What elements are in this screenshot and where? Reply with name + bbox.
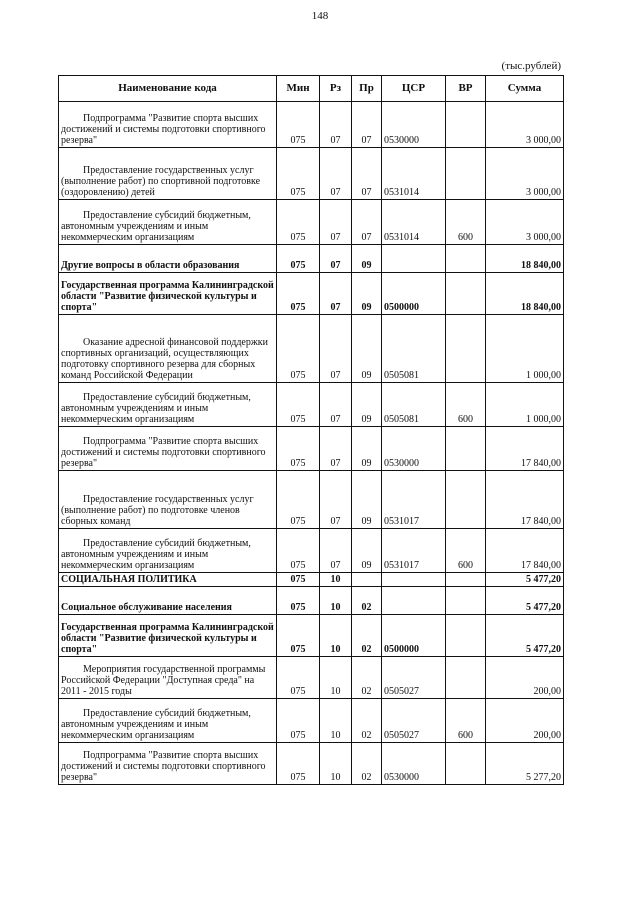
cell-min: 075	[277, 200, 320, 245]
col-header-pr: Пр	[352, 76, 382, 102]
cell-csr: 0500000	[382, 615, 446, 657]
cell-name: Оказание адресной финансовой поддержки спортивных организаций, осуществляющих подготовку спортивного резерва для сборных команд Российской Федерации	[59, 315, 277, 383]
cell-min: 075	[277, 743, 320, 785]
cell-pr: 07	[352, 102, 382, 148]
cell-sum: 5 277,20	[486, 743, 564, 785]
cell-name: Подпрограмма "Развитие спорта высших достижений и системы подготовки спортивного резерва"	[59, 102, 277, 148]
cell-pr: 09	[352, 273, 382, 315]
cell-pr: 02	[352, 587, 382, 615]
cell-min: 075	[277, 657, 320, 699]
table-row	[59, 245, 564, 273]
table-row	[59, 200, 564, 245]
table-row	[59, 699, 564, 743]
cell-vr	[446, 657, 486, 699]
cell-name: СОЦИАЛЬНАЯ ПОЛИТИКА	[59, 573, 277, 587]
cell-vr: 600	[446, 699, 486, 743]
cell-vr	[446, 427, 486, 471]
table-row	[59, 529, 564, 573]
cell-vr	[446, 102, 486, 148]
cell-pr: 09	[352, 427, 382, 471]
table-row	[59, 615, 564, 657]
cell-sum: 17 840,00	[486, 427, 564, 471]
cell-csr: 0530000	[382, 743, 446, 785]
units-label: (тыс.рублей)	[501, 60, 561, 72]
cell-rz: 10	[320, 573, 352, 587]
cell-sum: 18 840,00	[486, 273, 564, 315]
cell-csr	[382, 587, 446, 615]
cell-csr: 0505027	[382, 699, 446, 743]
cell-min: 075	[277, 102, 320, 148]
cell-vr	[446, 587, 486, 615]
cell-rz: 07	[320, 383, 352, 427]
cell-name: Предоставление субсидий бюджетным, автономным учреждениям и иным некоммерческим организациям	[59, 200, 277, 245]
cell-rz: 10	[320, 699, 352, 743]
cell-rz: 10	[320, 657, 352, 699]
cell-sum: 17 840,00	[486, 529, 564, 573]
cell-vr	[446, 245, 486, 273]
cell-name: Предоставление государственных услуг (выполнение работ) по спортивной подготовке (оздоровлению) детей	[59, 148, 277, 200]
cell-min: 075	[277, 471, 320, 529]
table-row	[59, 657, 564, 699]
table-row	[59, 273, 564, 315]
table-row	[59, 587, 564, 615]
table-row	[59, 427, 564, 471]
cell-sum: 17 840,00	[486, 471, 564, 529]
cell-pr: 02	[352, 657, 382, 699]
col-header-rz: Рз	[320, 76, 352, 102]
cell-csr: 0500000	[382, 273, 446, 315]
cell-vr	[446, 573, 486, 587]
table-row	[59, 315, 564, 383]
cell-pr: 07	[352, 148, 382, 200]
cell-vr	[446, 315, 486, 383]
cell-rz: 10	[320, 615, 352, 657]
cell-min: 075	[277, 273, 320, 315]
cell-min: 075	[277, 148, 320, 200]
col-header-name: Наименование кода	[59, 76, 277, 102]
cell-vr	[446, 273, 486, 315]
table-row	[59, 573, 564, 587]
cell-sum: 3 000,00	[486, 200, 564, 245]
cell-pr: 02	[352, 699, 382, 743]
header-row	[59, 76, 564, 102]
cell-sum: 1 000,00	[486, 383, 564, 427]
cell-vr: 600	[446, 200, 486, 245]
cell-vr	[446, 471, 486, 529]
cell-name: Социальное обслуживание населения	[59, 587, 277, 615]
col-header-csr: ЦСР	[382, 76, 446, 102]
cell-rz: 07	[320, 102, 352, 148]
cell-min: 075	[277, 245, 320, 273]
cell-rz: 07	[320, 273, 352, 315]
cell-pr: 09	[352, 471, 382, 529]
cell-vr	[446, 743, 486, 785]
cell-name: Предоставление субсидий бюджетным, автономным учреждениям и иным некоммерческим организациям	[59, 383, 277, 427]
cell-csr: 0505027	[382, 657, 446, 699]
cell-min: 075	[277, 529, 320, 573]
cell-pr: 02	[352, 615, 382, 657]
cell-vr	[446, 148, 486, 200]
cell-min: 075	[277, 573, 320, 587]
cell-sum: 3 000,00	[486, 102, 564, 148]
cell-name: Другие вопросы в области образования	[59, 245, 277, 273]
cell-csr: 0505081	[382, 383, 446, 427]
cell-pr: 07	[352, 200, 382, 245]
cell-min: 075	[277, 699, 320, 743]
cell-pr: 09	[352, 529, 382, 573]
cell-pr: 02	[352, 743, 382, 785]
cell-vr: 600	[446, 529, 486, 573]
cell-name: Государственная программа Калининградской области "Развитие физической культуры и спорта"	[59, 273, 277, 315]
cell-sum: 18 840,00	[486, 245, 564, 273]
cell-rz: 07	[320, 315, 352, 383]
cell-rz: 07	[320, 148, 352, 200]
cell-sum: 200,00	[486, 657, 564, 699]
table-row	[59, 383, 564, 427]
cell-name: Подпрограмма "Развитие спорта высших достижений и системы подготовки спортивного резерва"	[59, 743, 277, 785]
cell-min: 075	[277, 587, 320, 615]
cell-vr: 600	[446, 383, 486, 427]
cell-csr: 0530000	[382, 102, 446, 148]
cell-csr	[382, 573, 446, 587]
budget-table	[58, 75, 564, 785]
cell-sum: 1 000,00	[486, 315, 564, 383]
cell-sum: 5 477,20	[486, 573, 564, 587]
cell-min: 075	[277, 383, 320, 427]
cell-rz: 07	[320, 200, 352, 245]
cell-min: 075	[277, 427, 320, 471]
cell-name: Мероприятия государственной программы Российской Федерации "Доступная среда" на 2011 - 2015 годы	[59, 657, 277, 699]
cell-pr: 09	[352, 383, 382, 427]
cell-pr: 09	[352, 315, 382, 383]
cell-rz: 07	[320, 529, 352, 573]
cell-min: 075	[277, 615, 320, 657]
cell-name: Предоставление государственных услуг (выполнение работ) по подготовке членов сборных команд	[59, 471, 277, 529]
cell-vr	[446, 615, 486, 657]
cell-csr: 0531017	[382, 529, 446, 573]
cell-min: 075	[277, 315, 320, 383]
page-number: 148	[311, 10, 329, 22]
table-row	[59, 148, 564, 200]
cell-rz: 10	[320, 743, 352, 785]
table-row	[59, 102, 564, 148]
cell-sum: 5 477,20	[486, 587, 564, 615]
cell-csr: 0531017	[382, 471, 446, 529]
cell-name: Государственная программа Калининградской области "Развитие физической культуры и спорта"	[59, 615, 277, 657]
cell-rz: 07	[320, 245, 352, 273]
col-header-vr: ВР	[446, 76, 486, 102]
cell-rz: 07	[320, 427, 352, 471]
cell-rz: 07	[320, 471, 352, 529]
table-row	[59, 471, 564, 529]
cell-csr: 0505081	[382, 315, 446, 383]
cell-name: Подпрограмма "Развитие спорта высших достижений и системы подготовки спортивного резерва"	[59, 427, 277, 471]
cell-pr: 09	[352, 245, 382, 273]
table-row	[59, 743, 564, 785]
cell-name: Предоставление субсидий бюджетным, автономным учреждениям и иным некоммерческим организациям	[59, 529, 277, 573]
cell-pr	[352, 573, 382, 587]
cell-sum: 200,00	[486, 699, 564, 743]
cell-csr	[382, 245, 446, 273]
cell-csr: 0530000	[382, 427, 446, 471]
col-header-sum: Сумма	[486, 76, 564, 102]
cell-csr: 0531014	[382, 148, 446, 200]
cell-name: Предоставление субсидий бюджетным, автономным учреждениям и иным некоммерческим организациям	[59, 699, 277, 743]
cell-csr: 0531014	[382, 200, 446, 245]
cell-sum: 5 477,20	[486, 615, 564, 657]
cell-sum: 3 000,00	[486, 148, 564, 200]
cell-rz: 10	[320, 587, 352, 615]
col-header-min: Мин	[277, 76, 320, 102]
